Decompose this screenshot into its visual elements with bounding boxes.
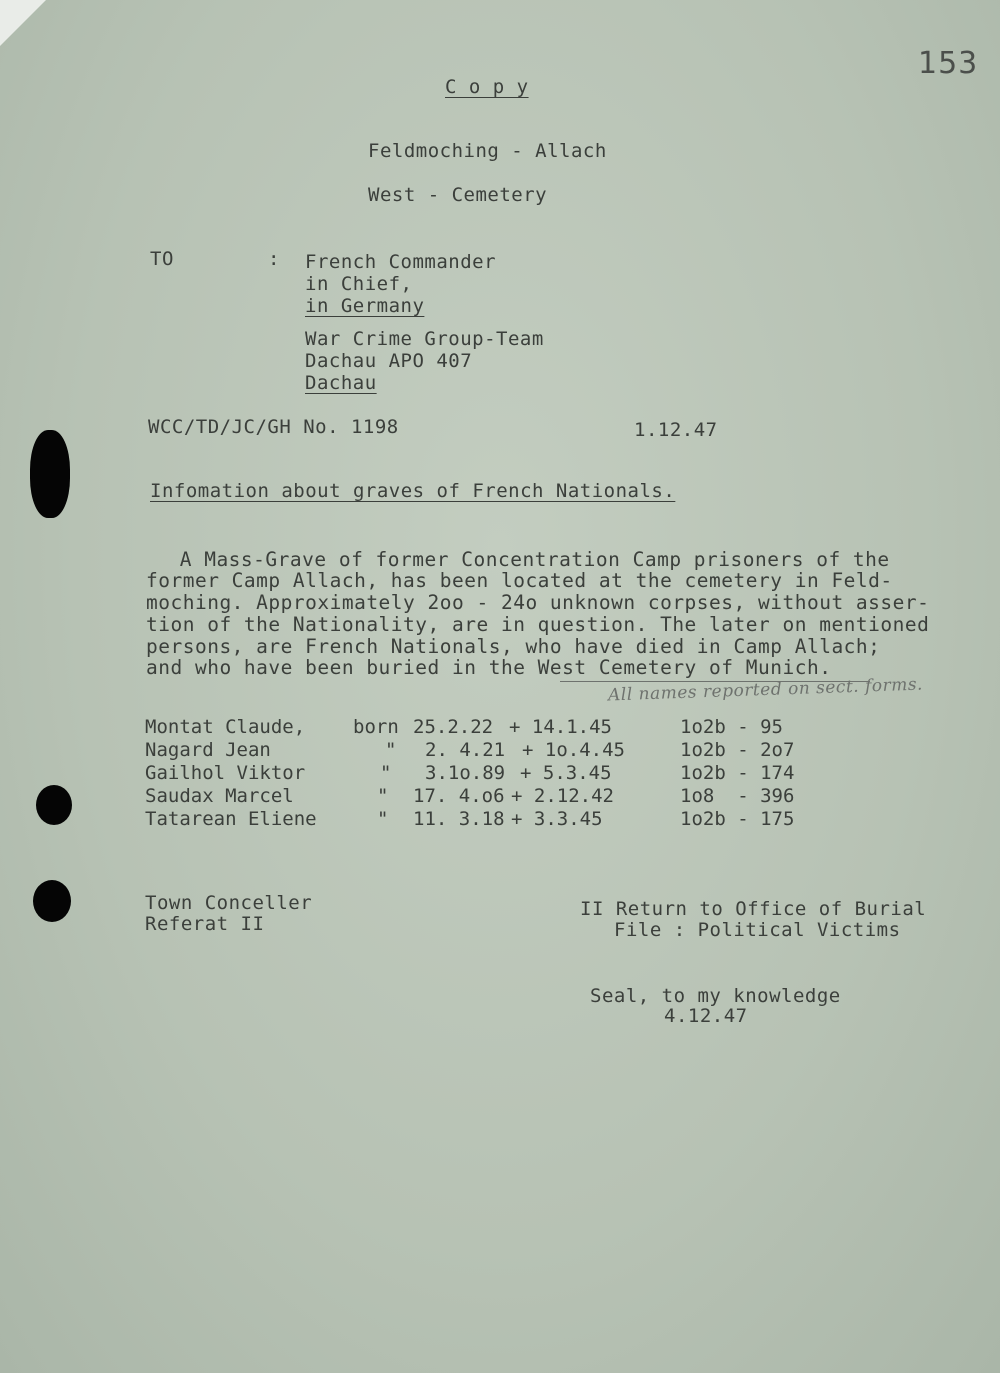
body-line: tion of the Nationality, are in question. The later on mentioned: [146, 613, 930, 636]
recipient-line: in Germany: [305, 295, 425, 317]
punch-hole: [33, 880, 71, 922]
birth-date: 11. 3.18: [413, 808, 505, 830]
seal-note: Seal, to my knowledge: [590, 985, 841, 1007]
filing-instruction: File : Political Victims: [614, 919, 901, 941]
birth-date: 3.1o.89: [425, 762, 506, 784]
page-number: 153: [918, 46, 979, 81]
grave-number: 1o8 - 396: [680, 785, 795, 807]
body-line: A Mass-Grave of former Concentration Camp prisoners of the: [143, 548, 890, 571]
reference-number: WCC/TD/JC/GH No. 1198: [148, 416, 399, 438]
death-date: + 3.3.45: [511, 808, 603, 830]
folded-corner: [0, 0, 46, 46]
recipient-line: French Commander: [305, 251, 497, 273]
grave-number: 1o2b - 2o7: [680, 739, 795, 761]
body-line: and who have been buried in the West Cemetery of Munich.: [146, 656, 832, 679]
recipient-line: War Crime Group-Team: [305, 328, 544, 350]
born-mark: ": [380, 762, 392, 784]
person-name: Tatarean Eliene: [145, 808, 317, 830]
sender-line: Referat II: [145, 913, 265, 935]
death-date: + 5.3.45: [520, 762, 612, 784]
place-heading: Feldmoching - Allach: [368, 140, 607, 162]
birth-date: 2. 4.21: [425, 739, 506, 761]
person-name: Saudax Marcel: [145, 785, 294, 807]
death-date: + 14.1.45: [509, 716, 612, 738]
born-mark: ": [377, 785, 389, 807]
filing-instruction: II Return to Office of Burial: [580, 898, 927, 920]
birth-date: 17. 4.o6: [413, 785, 505, 807]
death-date: + 2.12.42: [511, 785, 614, 807]
recipient-line: Dachau APO 407: [305, 350, 473, 372]
grave-number: 1o2b - 175: [680, 808, 795, 830]
body-line: persons, are French Nationals, who have died in Camp Allach;: [146, 635, 881, 658]
body-line: moching. Approximately 2oo - 24o unknown corpses, without asser-: [146, 591, 930, 614]
cemetery-heading: West - Cemetery: [368, 184, 548, 206]
punch-hole: [36, 785, 72, 825]
reference-date: 1.12.47: [634, 419, 718, 441]
born-mark: ": [377, 808, 389, 830]
handwritten-note: All names reported on sect. forms.: [607, 674, 924, 706]
to-colon: :: [268, 248, 280, 270]
person-name: Nagard Jean: [145, 739, 271, 761]
birth-date: 25.2.22: [413, 716, 494, 738]
copy-heading: C o p y: [445, 76, 529, 98]
to-label: TO: [150, 248, 174, 270]
grave-number: 1o2b - 95: [680, 716, 783, 738]
death-date: + 1o.4.45: [522, 739, 625, 761]
recipient-line: in Chief,: [305, 273, 413, 295]
born-mark: born: [353, 716, 399, 738]
sender-line: Town Conceller: [145, 892, 313, 914]
punch-hole: [30, 430, 70, 518]
grave-number: 1o2b - 174: [680, 762, 795, 784]
body-line: former Camp Allach, has been located at the cemetery in Feld-: [146, 569, 893, 592]
subject-line: Infomation about graves of French Nationals.: [150, 480, 676, 502]
seal-date: 4.12.47: [664, 1005, 748, 1027]
recipient-line: Dachau: [305, 372, 377, 394]
person-name: Gailhol Viktor: [145, 762, 306, 784]
person-name: Montat Claude,: [145, 716, 306, 738]
born-mark: ": [385, 739, 397, 761]
